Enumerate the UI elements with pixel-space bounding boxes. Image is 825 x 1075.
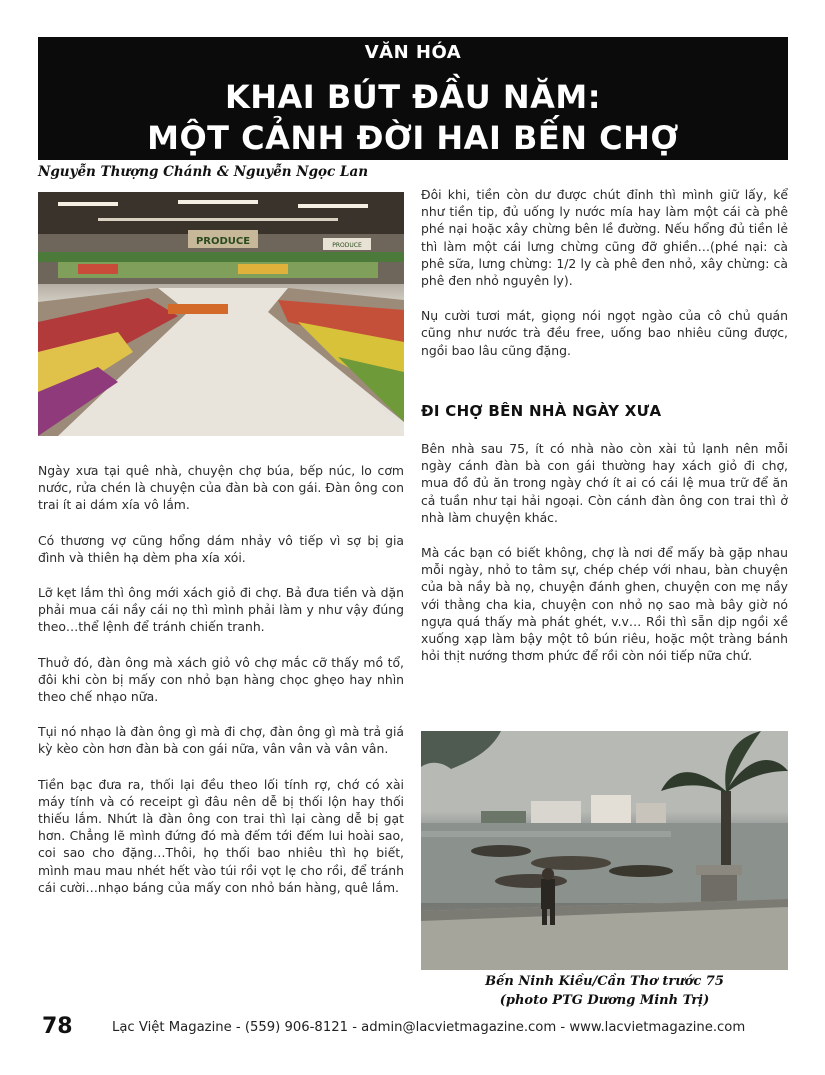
paragraph: Ngày xưa tại quê nhà, chuyện chợ búa, bếp núc, lo cơm nước, rửa chén là chuyện của đàn bà con gái. Đàn ông con trai ít ai dám xía vô lắm.	[38, 463, 404, 513]
paragraph: Thuở đó, đàn ông mà xách giỏ vô chợ mắc cỡ thấy mồ tổ, đôi khi còn bị mấy con nhỏ bạn hàng chọc ghẹo hay nhìn theo chế nhạo nữa.	[38, 654, 404, 705]
footer-contact-line: Lạc Việt Magazine - (559) 906-8121 - admin@lacvietmagazine.com - www.lacvietmagazine.com	[112, 1020, 746, 1035]
supermarket-photo	[38, 192, 404, 436]
paragraph: Lỡ kẹt lắm thì ông mới xách giỏ đi chợ. Bả đưa tiền và dặn phải mua cái nầy cái nọ thì mình phải làm y như vậy đúng theo…thể lệnh để tránh chiến tranh.	[38, 585, 404, 635]
right-column-text-top	[421, 186, 788, 377]
left-column-text	[38, 462, 404, 914]
page-footer	[38, 1014, 788, 1044]
section-subheading: ĐI CHỢ BÊN NHÀ NGÀY XƯA	[421, 402, 662, 420]
right-column-text-bottom	[421, 440, 788, 682]
author-byline: Nguyễn Thượng Chánh & Nguyễn Ngọc Lan	[38, 164, 369, 180]
paragraph: Tiền bạc đưa ra, thối lại đều theo lối tính rợ, chớ có xài máy tính và có receipt gì đâu nên dễ bị thối lộn hay thối thiếu lắm. Nhứt là đàn ông con trai thì lại càng dễ bị gạt hơn. Chẳng lẽ mình đứng đó mà đếm tới đếm lui hoài sao, coi sao cho đặng…Thôi, họ thối bao nhiêu thì họ biết, mình mau mau nhét hết vào túi rồi vọt lẹ cho rồi, để tránh cái cười…nhạo báng của mấy con nhỏ bán hàng, quê lắm.	[38, 776, 404, 895]
paragraph: Tụi nó nhạo là đàn ông gì mà đi chợ, đàn ông gì mà trả giá kỳ kèo còn hơn đàn bà con gái nữa, vân vân và vân vân.	[38, 724, 404, 757]
article-title-line-1: KHAI BÚT ĐẦU NĂM:	[224, 78, 602, 116]
caption-line-1: Bến Ninh Kiều/Cần Thơ trước 75	[485, 974, 724, 989]
photo-caption	[421, 972, 788, 1010]
section-label: VĂN HÓA	[364, 42, 462, 63]
paragraph: Đôi khi, tiền còn dư được chút đỉnh thì mình giữ lấy, kể như tiền tip, đủ uống ly nước mía hay làm một cái cà phê phé nại hoặc xây chừng bên lề đường. Nếu hổng đủ tiền lẻ thì làm một cái lưng chừng cũng đỡ ghiền…(phé nại: cà phê sữa, lưng chừng: 1/2 ly cà phê đen nhỏ, xây chừng: cà phê đen nhỏ nguyên ly).	[421, 187, 788, 289]
paragraph: Có thương vợ cũng hổng dám nhảy vô tiếp vì sợ bị gia đình và thiên hạ dèm pha xía xói.	[38, 532, 404, 565]
caption-line-2: (photo PTG Dương Minh Trị)	[499, 993, 710, 1008]
article-title-line-2: MỘT CẢNH ĐỜI HAI BẾN CHỢ	[147, 119, 679, 157]
ninh-kieu-river-photo	[421, 731, 788, 970]
market-sign-produce: PRODUCE	[195, 236, 251, 247]
page-number: 78	[42, 1014, 73, 1039]
market-sign-produce-small: PRODUCE	[332, 242, 362, 249]
paragraph: Bên nhà sau 75, ít có nhà nào còn xài tủ lạnh nên mỗi ngày cánh đàn bà con gái thường hay xách giỏ đi chợ, mua đồ đủ ăn trong ngày chớ ít ai có cái lệ mua trữ để ăn cả tuần như tại hải ngoại. Còn cánh đàn ông con trai thì ở nhà làm chuyện khác.	[421, 441, 788, 525]
paragraph: Mà các bạn có biết không, chợ là nơi để mấy bà gặp nhau mỗi ngày, nhỏ to tâm sự, chép chép với nhau, bàn chuyện của bà nầy bà nọ, chuyện đánh ghen, chuyện con mẹ nầy với thằng cha kia, chuyện con nhỏ nọ sao mà bây giờ nó ngựa quá thấy mà phát ghét, v.v… Rồi thì sẵn dịp ngồi xề xuống xạp làm bậy một tô bún riêu, hoặc một tràng bánh hỏi thịt nướng thơm phức để rồi còn nói tiếp nữa chứ.	[421, 545, 788, 664]
river-illustration	[421, 731, 788, 970]
article-header	[38, 37, 788, 160]
paragraph: Nụ cười tươi mát, giọng nói ngọt ngào của cô chủ quán cũng như nước trà đều free, uống bao nhiêu cũng được, ngồi bao lâu cũng đặng.	[421, 308, 788, 358]
supermarket-illustration	[38, 192, 404, 436]
